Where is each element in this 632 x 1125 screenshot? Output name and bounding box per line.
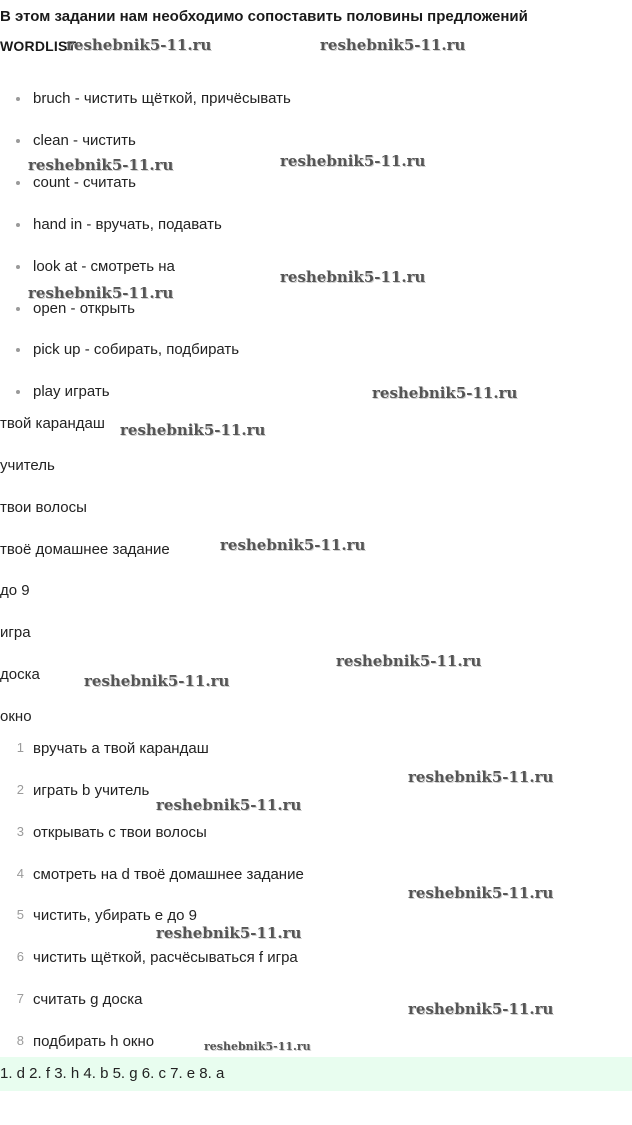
column-word: игра (0, 624, 31, 641)
bullet-icon (16, 265, 20, 269)
item-text: играть b учитель (33, 782, 150, 799)
list-item-text: pick up - собирать, подбирать (33, 341, 240, 358)
watermark: reshebnik5-11.ru (66, 36, 212, 54)
watermark: reshebnik5-11.ru (156, 924, 302, 942)
list-item-text: bruch - чистить щёткой, причёсывать (33, 90, 291, 107)
list-item (33, 300, 135, 317)
numbered-item (16, 1033, 155, 1050)
numbered-item (16, 907, 197, 924)
list-item-text: count - считать (33, 174, 136, 191)
list-item (33, 341, 239, 358)
item-number: 1 (16, 740, 24, 755)
item-text: вручать a твой карандаш (33, 740, 209, 757)
numbered-item (16, 866, 304, 883)
bullet-icon (16, 181, 20, 185)
list-item (33, 216, 222, 233)
column-word: доска (0, 666, 40, 683)
bullet-icon (16, 390, 20, 394)
item-number: 2 (16, 782, 24, 797)
answer-text: 1. d 2. f 3. h 4. b 5. g 6. c 7. e 8. a (0, 1065, 225, 1082)
column-word: учитель (0, 457, 55, 474)
watermark: reshebnik5-11.ru (28, 156, 174, 174)
watermark: reshebnik5-11.ru (408, 1000, 554, 1018)
column-word: твой карандаш (0, 415, 105, 432)
watermark: reshebnik5-11.ru (28, 284, 174, 302)
numbered-item (16, 991, 143, 1008)
item-text: чистить щёткой, расчёсываться f игра (33, 949, 298, 966)
watermark: reshebnik5-11.ru (408, 768, 554, 786)
bullet-icon (16, 348, 20, 352)
column-word: твои волосы (0, 499, 87, 516)
column-word: твоё домашнее задание (0, 541, 170, 558)
item-text: открывать c твои волосы (33, 824, 207, 841)
list-item-text: play играть (33, 383, 110, 400)
watermark: reshebnik5-11.ru (280, 152, 426, 170)
list-item-text: clean - чистить (33, 132, 136, 149)
column-word: окно (0, 708, 32, 725)
item-text: чистить, убирать e до 9 (33, 907, 197, 924)
bullet-icon (16, 223, 20, 227)
watermark: reshebnik5-11.ru (336, 652, 482, 670)
item-text: подбирать h окно (33, 1033, 155, 1050)
watermark: reshebnik5-11.ru (220, 536, 366, 554)
page-title: В этом задании нам необходимо сопоставить половины предложений (0, 8, 528, 25)
bullet-icon (16, 307, 20, 311)
bullet-icon (16, 139, 20, 143)
item-number: 5 (16, 907, 24, 922)
item-text: смотреть на d твоё домашнее задание (33, 866, 304, 883)
answer-box (0, 1057, 632, 1091)
watermark: reshebnik5-11.ru (372, 384, 518, 402)
watermark: reshebnik5-11.ru (156, 796, 302, 814)
numbered-item (16, 782, 150, 799)
item-number: 4 (16, 866, 24, 881)
list-item (33, 132, 136, 149)
item-number: 7 (16, 991, 24, 1006)
item-text: считать g доска (33, 991, 143, 1008)
bullet-icon (16, 97, 20, 101)
list-item (33, 90, 291, 107)
watermark: reshebnik5-11.ru (120, 421, 266, 439)
column-word: до 9 (0, 582, 30, 599)
watermark: reshebnik5-11.ru (84, 672, 230, 690)
item-number: 6 (16, 949, 24, 964)
watermark: reshebnik5-11.ru (204, 1040, 311, 1053)
watermark: reshebnik5-11.ru (280, 268, 426, 286)
numbered-item (16, 824, 207, 841)
list-item (33, 258, 175, 275)
watermark: reshebnik5-11.ru (320, 36, 466, 54)
list-item-text: open - открыть (33, 300, 135, 317)
list-item-text: look at - смотреть на (33, 258, 175, 275)
wordlist-heading: WORDLIST (0, 38, 77, 54)
list-item-text: hand in - вручать, подавать (33, 216, 222, 233)
item-number: 3 (16, 824, 24, 839)
numbered-item (16, 949, 298, 966)
list-item (33, 174, 136, 191)
watermark: reshebnik5-11.ru (408, 884, 554, 902)
list-item (33, 383, 110, 400)
numbered-item (16, 740, 209, 757)
item-number: 8 (16, 1033, 24, 1048)
